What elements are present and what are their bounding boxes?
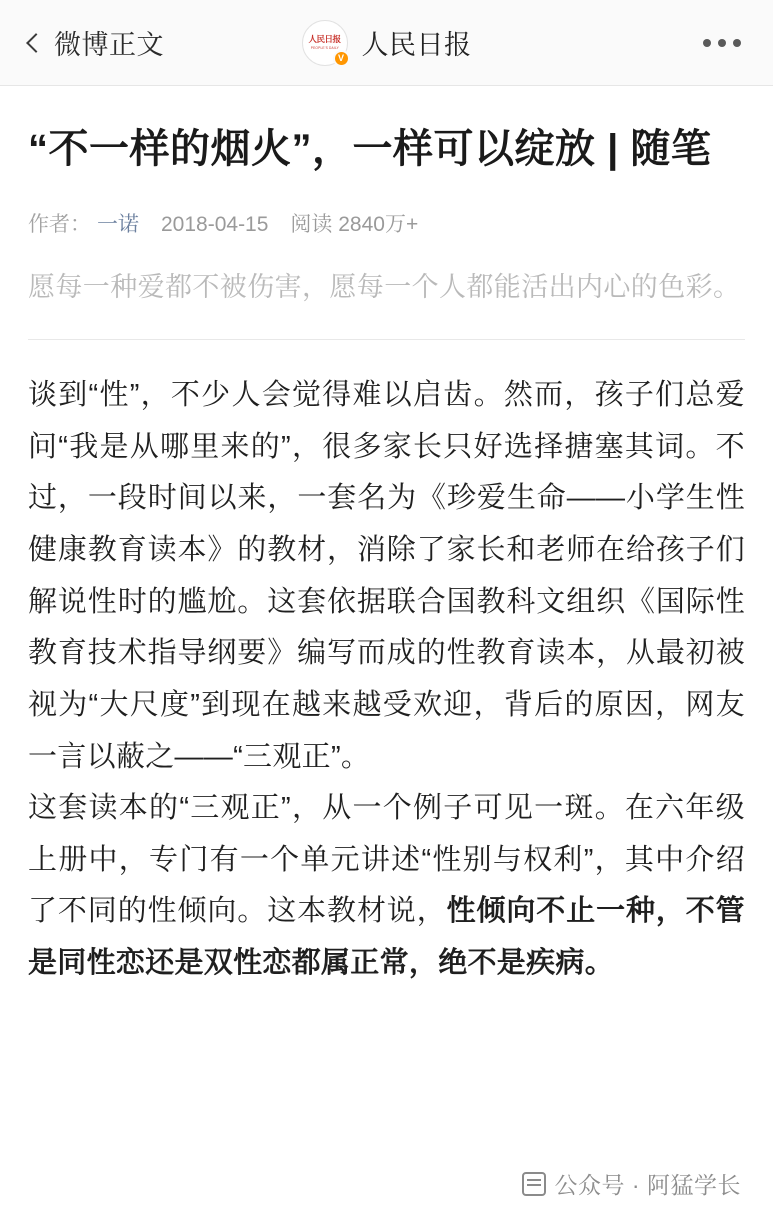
account-name[interactable]: 人民日报 <box>361 30 472 60</box>
author-label: 作者： <box>28 213 91 236</box>
paragraph-2 <box>28 783 745 989</box>
article-meta <box>28 208 745 238</box>
page-title: “不一样的烟火”，一样可以绽放 | 随笔 <box>28 127 712 171</box>
watermark <box>516 1163 747 1204</box>
back-button[interactable] <box>24 23 164 62</box>
article-lede: 愿每一种爱都不被伤害，愿每一个人都能活出内心的色彩。 <box>28 272 741 302</box>
article-content <box>0 86 773 990</box>
account-header[interactable] <box>302 20 472 66</box>
nav-title: 微博正文 <box>54 30 164 60</box>
dot <box>718 39 726 47</box>
avatar[interactable] <box>302 20 348 66</box>
verified-badge-icon: V <box>333 50 350 67</box>
top-navbar <box>0 0 773 86</box>
dot <box>703 39 711 47</box>
dot <box>733 39 741 47</box>
paragraph-1: 谈到“性”，不少人会觉得难以启齿。然而，孩子们总爱问“我是从哪里来的”，很多家长只好选择搪塞其词。不过，一段时间以来，一套名为《珍爱生命——小学生性健康教育读本》的教材，消除了家长和老师在给孩子们解说性时的尴尬。这套依据联合国教科文组织《国际性教育技术指导纲要》编写而成的性教育读本，从最初被视为“大尺度”到现在越来越受欢迎，背后的原因，网友一言以蔽之——“三观正”。 <box>28 379 745 773</box>
read-count: 阅读 2840万+ <box>290 213 419 236</box>
more-dots-icon[interactable] <box>703 39 741 47</box>
publish-date: 2018-04-15 <box>161 213 269 236</box>
paragraph-2-text: 这套读本的“三观正”，从一个例子可见一斑。在六年级上册中，专门有一个单元讲述“性别与权利”，其中介绍了不同的性倾向。这本教材说， <box>28 792 745 928</box>
article-body <box>28 370 745 989</box>
divider <box>28 339 745 340</box>
chevron-left-icon[interactable] <box>24 33 44 53</box>
watermark-text: 公众号 · 阿猛学长 <box>554 1172 741 1198</box>
author-name[interactable]: 一诺 <box>97 213 139 236</box>
avatar-masthead-text: 人民日报 <box>308 34 341 45</box>
paragraph-2-emphasis: 性倾向不止一种，不管是同性恋还是双性恋都属正常，绝不是疾病。 <box>28 895 745 979</box>
avatar-sub-text: PEOPLE'S DAILY <box>310 46 339 50</box>
wechat-official-account-icon <box>522 1172 546 1196</box>
